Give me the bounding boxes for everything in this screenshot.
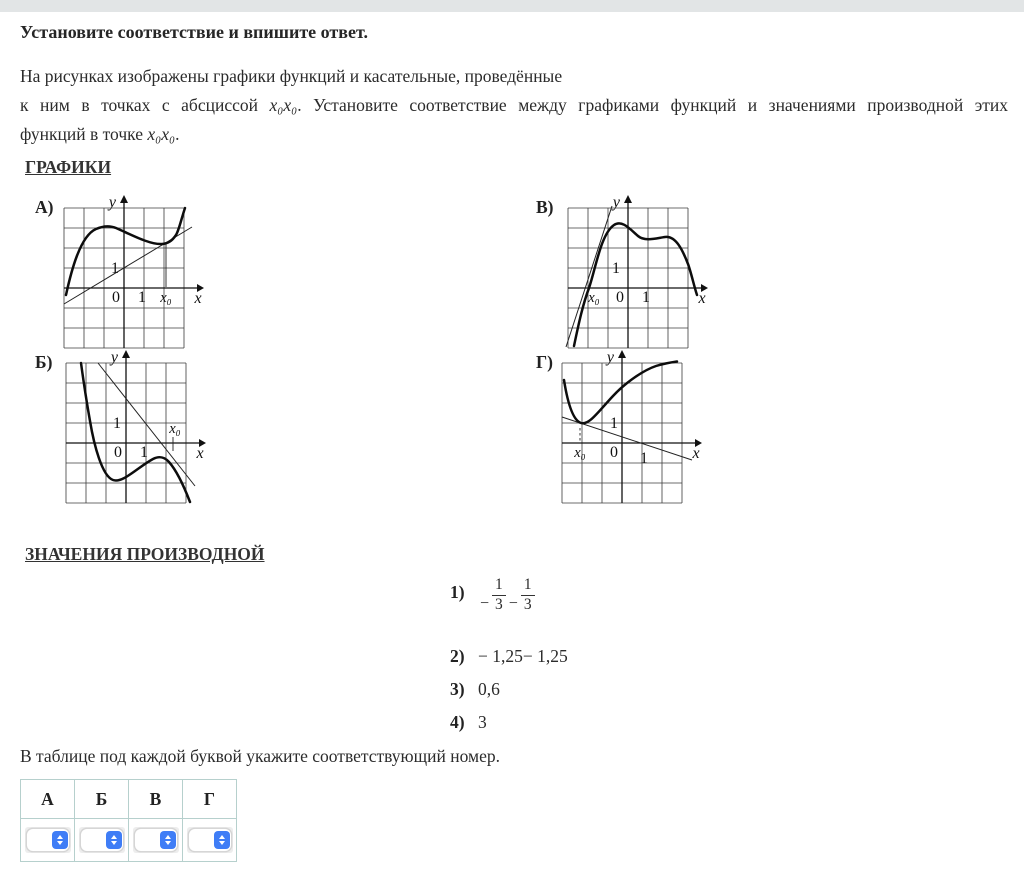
stepper-button[interactable] [52, 831, 68, 849]
chevron-up-icon [57, 835, 63, 839]
answer-header-v: В [129, 780, 183, 819]
answer-spinner-g[interactable] [187, 827, 233, 853]
y-axis-label: y [110, 349, 118, 366]
value-item-3-label: 3) [450, 679, 465, 699]
intro-line-1: На рисунках изображены графики функций и касательные, проведённые [20, 66, 563, 86]
intro-line-2-text: к ним в точках с абсциссой [20, 95, 270, 115]
x-axis-label: x [692, 445, 700, 462]
fraction-numerator: 1 [495, 576, 503, 593]
chevron-up-icon [111, 835, 117, 839]
function-curve [564, 362, 677, 424]
chevron-up-icon [165, 835, 171, 839]
intro-paragraph [20, 62, 1008, 149]
minus-sign: − [508, 595, 518, 613]
answer-spinner-b[interactable] [79, 827, 125, 853]
x-axis-label: x [194, 290, 202, 307]
chevron-down-icon [219, 841, 225, 845]
x-one-label: 1 [138, 289, 146, 306]
value-item-4-label: 4) [450, 712, 465, 732]
x-one-label: 1 [640, 450, 648, 467]
graph-a-label: А) [35, 197, 54, 217]
graph-b-label: Б) [35, 352, 53, 372]
top-band [0, 0, 1024, 12]
x0-label: x₀ [574, 445, 586, 461]
stepper-button[interactable] [214, 831, 230, 849]
spinner-field[interactable] [26, 828, 70, 852]
intro-line-2 [20, 91, 1008, 120]
y-axis-arrow-icon [618, 350, 626, 358]
minus-sign: − [480, 595, 490, 613]
table-instruction: В таблице под каждой буквой укажите соответствующий номер. [20, 746, 500, 766]
y-one-label: 1 [113, 415, 121, 432]
y-one-label: 1 [111, 260, 119, 277]
x0-formula-2: x₀x₀ [147, 124, 176, 144]
intro-line-2-rest: . Установите соответствие между графиками функций и значениями производной этих [297, 95, 1008, 115]
answer-header-a: А [21, 780, 75, 819]
x-one-label: 1 [642, 289, 650, 306]
chevron-down-icon [111, 841, 117, 845]
spinner-field[interactable] [188, 828, 232, 852]
y-axis-arrow-icon [120, 195, 128, 203]
value-item-1 [480, 576, 535, 614]
x-axis-label: x [698, 290, 706, 307]
answer-cell-a [21, 819, 75, 862]
x-axis-label: x [196, 445, 204, 462]
value-item-4: 3 [478, 712, 487, 732]
graphs-heading: ГРАФИКИ [25, 157, 112, 177]
values-heading: ЗНАЧЕНИЯ ПРОИЗВОДНОЙ [25, 544, 265, 564]
y-one-label: 1 [610, 415, 618, 432]
y-axis-label: y [606, 349, 614, 366]
fraction-numerator: 1 [523, 576, 532, 593]
fraction-denominator: 3 [492, 595, 506, 615]
zero-label: 0 [112, 289, 120, 306]
answer-spinner-v[interactable] [133, 827, 179, 853]
fraction-one-third [492, 576, 506, 614]
value-item-2-label: 2) [450, 646, 465, 666]
fraction-one-third [521, 576, 535, 614]
x0-formula: x₀x₀ [269, 95, 298, 115]
graph-g-figure [556, 349, 706, 509]
chevron-up-icon [219, 835, 225, 839]
intro-line-3-period: . [175, 124, 180, 144]
value-item-2: − 1,25− 1,25 [478, 646, 568, 666]
answer-cell-g [183, 819, 237, 862]
chevron-down-icon [165, 841, 171, 845]
graph-b-figure [60, 349, 210, 509]
answer-table-input-row [21, 819, 237, 862]
y-one-label: 1 [612, 260, 620, 277]
intro-line-3 [20, 120, 1008, 149]
spinner-field[interactable] [80, 828, 124, 852]
answer-table [20, 779, 237, 862]
x0-label: x₀ [588, 290, 600, 306]
stepper-button[interactable] [160, 831, 176, 849]
graph-v-label: В) [536, 197, 554, 217]
x0-label: x₀ [160, 290, 172, 306]
answer-table-header-row [21, 780, 237, 819]
page-title: Установите соответствие и впишите ответ. [20, 22, 368, 42]
x-one-label: 1 [140, 444, 148, 461]
y-axis-arrow-icon [122, 350, 130, 358]
value-item-1-label: 1) [450, 582, 465, 602]
tangent-line [566, 206, 612, 347]
zero-label: 0 [610, 444, 618, 461]
zero-label: 0 [114, 444, 122, 461]
chevron-down-icon [57, 841, 63, 845]
stepper-button[interactable] [106, 831, 122, 849]
answer-spinner-a[interactable] [25, 827, 71, 853]
answer-header-b: Б [75, 780, 129, 819]
zero-label: 0 [616, 289, 624, 306]
fraction-denominator: 3 [521, 595, 535, 615]
value-item-3: 0,6 [478, 679, 500, 699]
y-axis-label: y [612, 194, 620, 211]
y-axis-label: y [108, 194, 116, 211]
spinner-field[interactable] [134, 828, 178, 852]
graph-a-figure [58, 194, 208, 354]
answer-cell-b [75, 819, 129, 862]
intro-line-3-text: функций в точке [20, 124, 148, 144]
x0-label: x₀ [169, 421, 181, 437]
graph-v-figure [562, 194, 712, 354]
graph-g-label: Г) [536, 352, 553, 372]
answer-cell-v [129, 819, 183, 862]
answer-header-g: Г [183, 780, 237, 819]
y-axis-arrow-icon [624, 195, 632, 203]
